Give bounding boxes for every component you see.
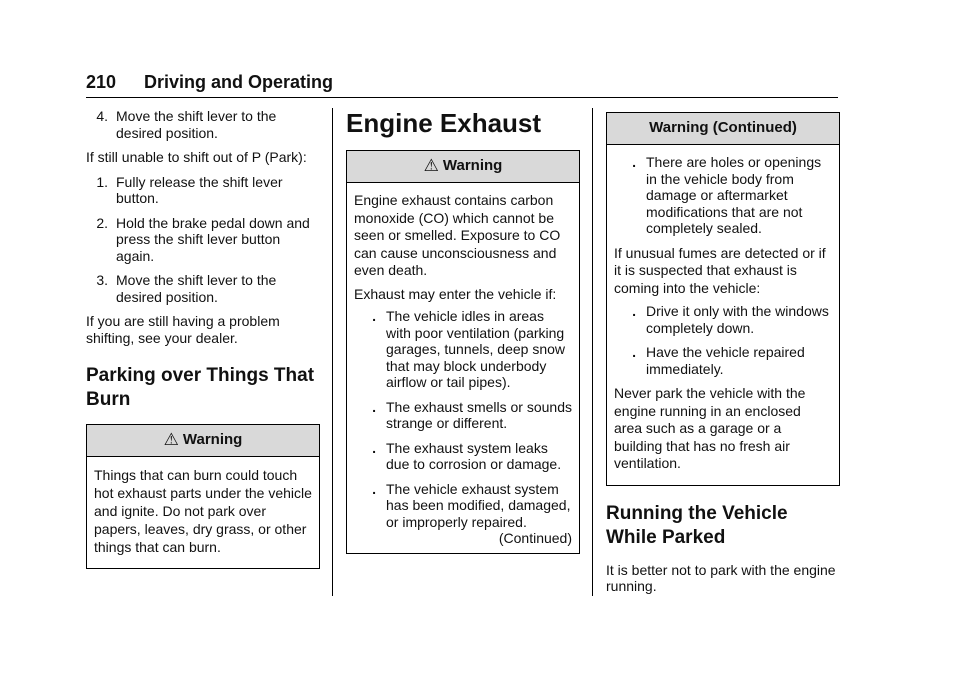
warning-text: Things that can burn could touch hot exhaust parts under the vehicle and ignite. Do not park over papers, leaves, dry grass, or other things that can burn. bbox=[94, 467, 312, 555]
step-item bbox=[86, 272, 320, 305]
warning-text: If unusual fumes are detected or if it is suspected that exhaust is coming into the vehicle: bbox=[614, 244, 826, 296]
warning-header bbox=[607, 113, 839, 145]
column-middle bbox=[346, 108, 580, 554]
warning-header bbox=[347, 151, 579, 183]
bullet-text: The vehicle idles in areas with poor ventilation (parking garages, tunnels, deep snow that may block underbody airflow or tail pipes). bbox=[386, 308, 566, 390]
bullet-marker: . bbox=[372, 308, 376, 324]
bullet-item bbox=[614, 154, 832, 237]
bullet-marker: . bbox=[372, 480, 376, 497]
bullet-item bbox=[354, 308, 572, 391]
step-item bbox=[86, 215, 320, 265]
paragraph: If still unable to shift out of P (Park): bbox=[86, 149, 307, 165]
bullet-marker: . bbox=[632, 344, 636, 360]
paragraph: If you are still having a problem shifting, see your dealer. bbox=[86, 313, 280, 346]
step-number: 1. bbox=[96, 173, 108, 190]
warning-box bbox=[346, 150, 580, 554]
warning-icon: ⚠ bbox=[163, 430, 179, 451]
section-heading: Parking over Things That Burn bbox=[86, 365, 315, 410]
step-item bbox=[86, 174, 320, 207]
section-heading: Engine Exhaust bbox=[346, 108, 542, 138]
bullet-item bbox=[354, 399, 572, 432]
section-title: Driving and Operating bbox=[144, 72, 334, 92]
bullet-text: The vehicle exhaust system has been modified, damaged, or improperly repaired. bbox=[386, 480, 571, 530]
column-left bbox=[86, 108, 320, 569]
bullet-text: Drive it only with the windows completely down. bbox=[646, 303, 829, 336]
warning-body bbox=[607, 145, 839, 485]
step-number: 4. bbox=[96, 108, 108, 124]
bullet-item bbox=[614, 344, 832, 377]
continued-label: (Continued) bbox=[498, 530, 572, 546]
step-text: Fully release the shift lever button. bbox=[116, 173, 283, 206]
column-divider bbox=[332, 108, 333, 596]
step-text: Move the shift lever to the desired position. bbox=[116, 108, 277, 141]
bullet-text: The exhaust smells or sounds strange or different. bbox=[386, 398, 572, 431]
bullet-text: The exhaust system leaks due to corrosion or damage. bbox=[386, 439, 562, 472]
bullet-item bbox=[614, 303, 832, 336]
page-header bbox=[86, 72, 838, 98]
bullet-marker: . bbox=[372, 439, 376, 456]
step-number: 2. bbox=[96, 214, 108, 231]
bullet-item bbox=[354, 440, 572, 473]
bullet-marker: . bbox=[372, 398, 376, 415]
warning-header bbox=[87, 425, 319, 457]
warning-title: Warning bbox=[182, 431, 243, 449]
warning-text: Engine exhaust contains carbon monoxide (CO) which cannot be seen or smelled. Exposure to CO can cause unconsciousness and even death. bbox=[354, 192, 561, 278]
warning-box bbox=[86, 424, 320, 569]
bullet-item bbox=[354, 481, 572, 531]
warning-title: Warning bbox=[442, 157, 503, 175]
warning-text: Never park the vehicle with the engine running in an enclosed area such as a garage or a building that has no fresh air ventilation. bbox=[614, 385, 806, 471]
bullet-marker: . bbox=[632, 303, 636, 319]
page-number: 210 bbox=[86, 72, 117, 92]
bullet-text: Have the vehicle repaired immediately. bbox=[646, 344, 805, 377]
column-divider bbox=[592, 108, 593, 596]
paragraph: It is better not to park with the engine running. bbox=[606, 561, 836, 594]
warning-icon: ⚠ bbox=[423, 156, 439, 177]
warning-title: Warning (Continued) bbox=[649, 119, 797, 137]
bullet-text: There are holes or openings in the vehicle body from damage or aftermarket modifications that are not completely sealed. bbox=[646, 154, 822, 236]
warning-body bbox=[347, 183, 579, 553]
step-text: Move the shift lever to the desired position. bbox=[116, 272, 277, 305]
column-right bbox=[606, 112, 840, 603]
section-heading: Running the Vehicle While Parked bbox=[606, 502, 788, 548]
step-item bbox=[86, 108, 320, 141]
warning-body bbox=[87, 457, 319, 568]
step-text: Hold the brake pedal down and press the shift lever button again. bbox=[116, 214, 310, 264]
warning-text: Exhaust may enter the vehicle if: bbox=[354, 285, 557, 302]
warning-box bbox=[606, 112, 840, 486]
bullet-marker: . bbox=[632, 154, 636, 170]
step-number: 3. bbox=[96, 272, 108, 288]
